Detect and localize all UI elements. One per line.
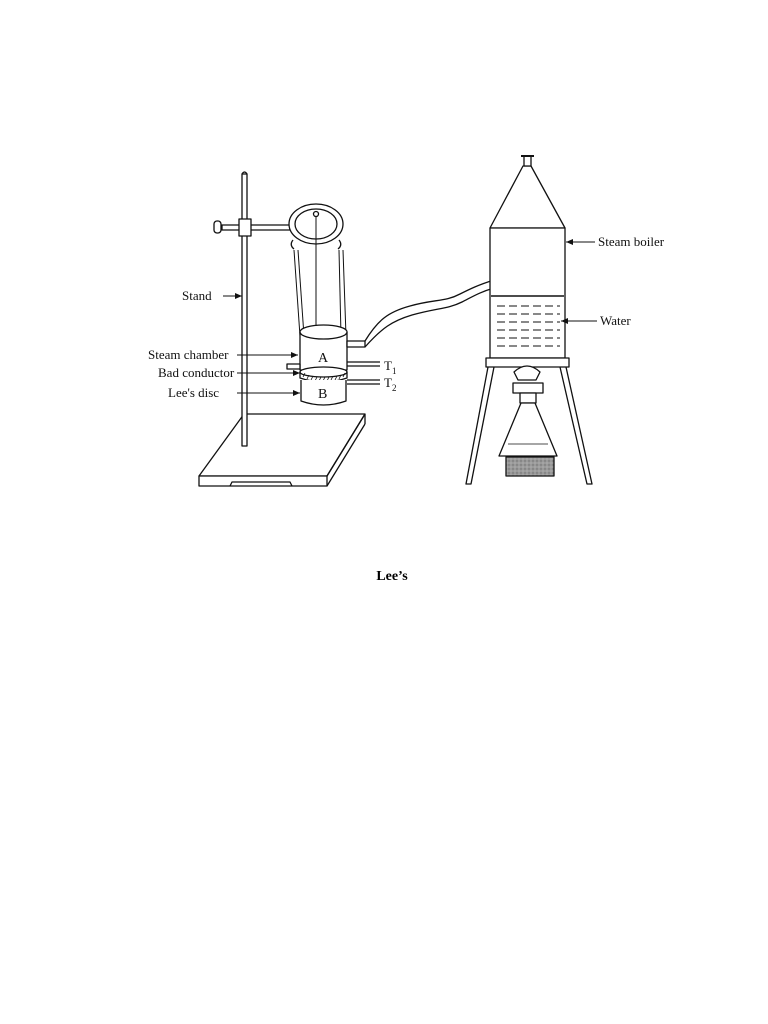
stand-clamp [214,219,290,236]
label-steam-chamber: Steam chamber [148,347,229,362]
stand-base [199,414,365,486]
figure-caption: Lee’s [376,569,408,584]
label-t2: T [384,375,392,390]
label-water: Water [600,313,631,328]
bad-conductor-disc [300,367,347,382]
steam-inlet-right [347,341,365,347]
thermometer-port-t2 [347,380,380,384]
steam-tube [365,280,494,347]
label-disc-b: B [318,387,328,402]
label-chamber-a: A [318,351,329,366]
label-stand: Stand [182,288,212,303]
steam-boiler [490,156,565,358]
label-lees-disc: Lee's disc [168,385,220,400]
stand-rod [242,172,247,446]
label-t1-subscript: 1 [392,366,397,376]
burner [499,366,557,476]
label-t1: T [384,358,392,373]
thermometer-port-t1 [347,362,380,366]
label-t2-subscript: 2 [392,383,397,393]
steam-outlet-left [287,364,300,369]
label-bad-conductor: Bad conductor [158,365,235,380]
label-steam-boiler: Steam boiler [598,234,665,249]
